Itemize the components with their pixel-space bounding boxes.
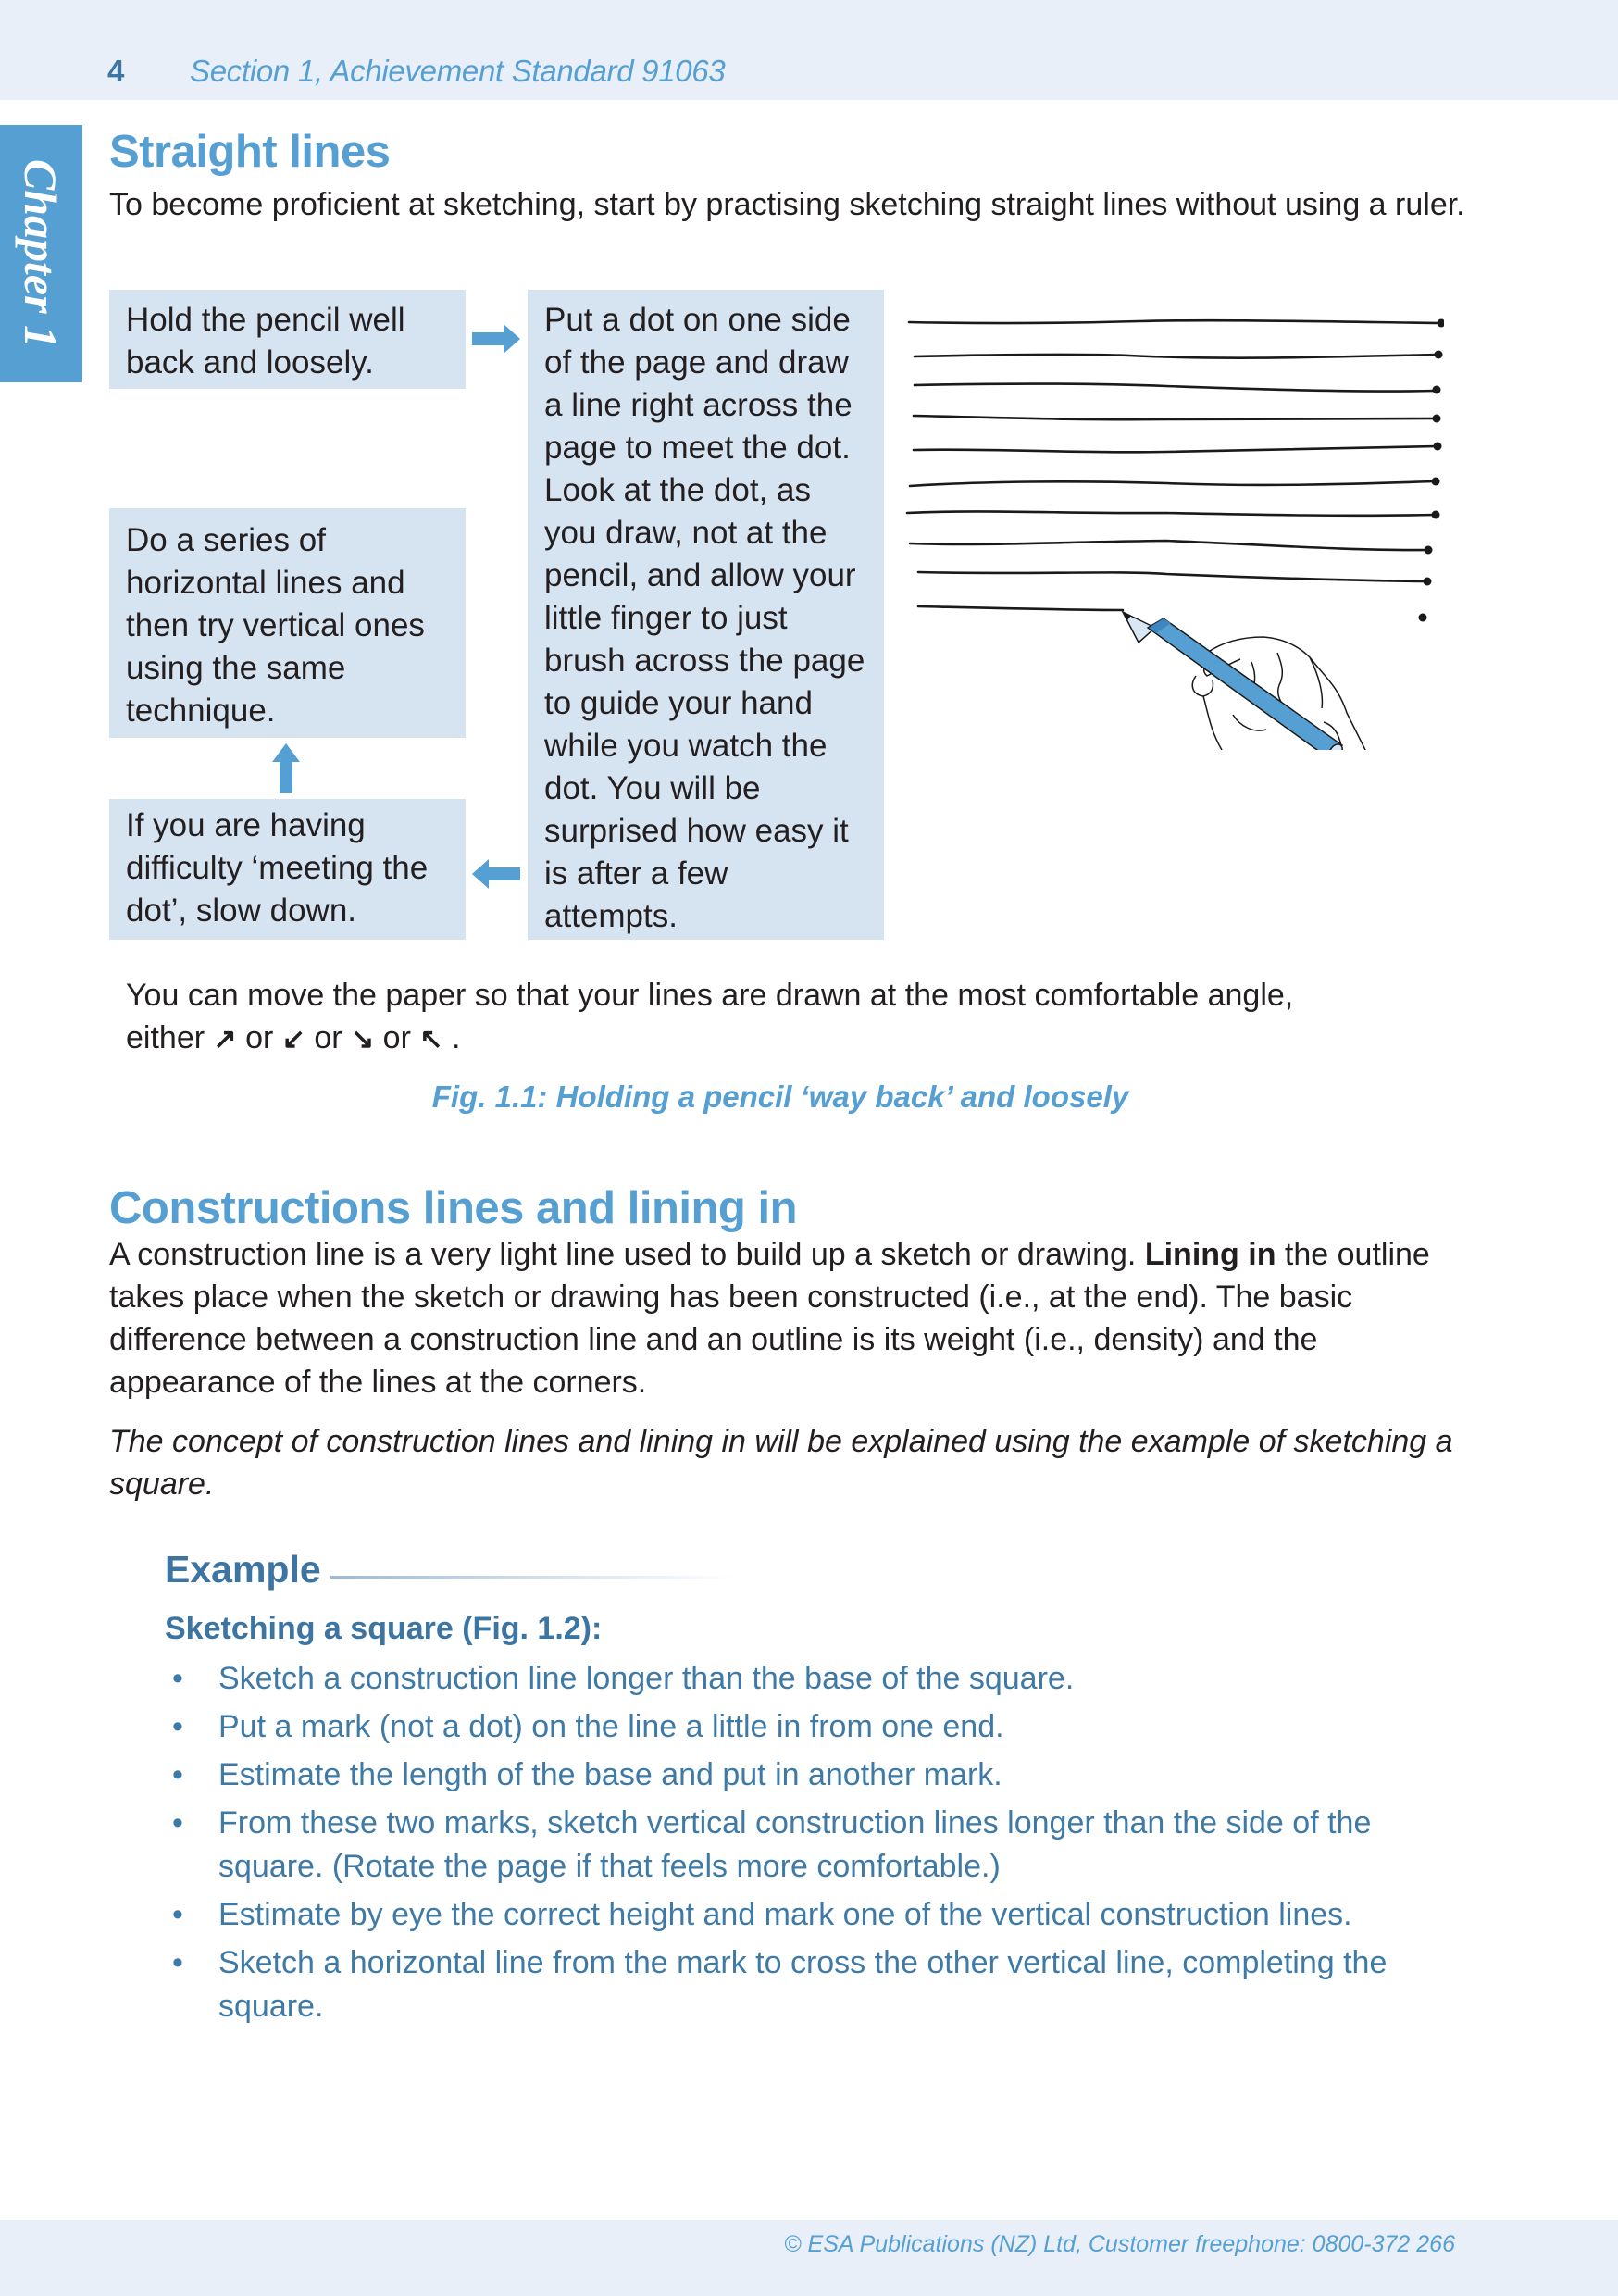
italic-text: The concept of construction lines and lining in will be explained using the example of sketching a square. (109, 1424, 1453, 1502)
sketch-line (910, 541, 1427, 550)
flow-box-hold-pencil (109, 290, 466, 389)
target-dot (1432, 478, 1440, 486)
arrow-up-icon (271, 743, 301, 793)
paragraph-text: the outline takes place when the sketch or drawing has been constructed (i.e., at the end). The basic difference between a construction line and an outline is its weight (i.e., density) and the appearance of the lines at the corners. (109, 1237, 1430, 1400)
angle-note-end: . (451, 1020, 461, 1055)
sketch-line (918, 572, 1425, 581)
hand-icon (1192, 637, 1375, 750)
construction-paragraph (109, 1233, 1470, 1404)
flow-box-text: Hold the pencil well back and loosely. (126, 302, 405, 381)
sketch-line (909, 320, 1439, 323)
angle-note-line1: You can move the paper so that your lines are drawn at the most comfortable angle, (126, 978, 1294, 1013)
chapter-tab (0, 125, 82, 382)
list-item (165, 1705, 1470, 1749)
example-rule (330, 1576, 738, 1578)
target-dot (1435, 351, 1443, 359)
paragraph-text: A construction line is a very light line used to build up a sketch or drawing. (109, 1237, 1145, 1272)
pencil-icon (1123, 612, 1345, 750)
flow-box-series (109, 508, 466, 738)
step-text: From these two marks, sketch vertical construction lines longer than the side of the square. (Rotate the page if that feels more comfortable.) (218, 1805, 1372, 1884)
angle-note-or: or (382, 1020, 411, 1055)
target-dot (1433, 386, 1441, 394)
angle-note-or: or (245, 1020, 274, 1055)
bullet-icon: • (172, 1897, 183, 1932)
flow-box-text: Do a series of horizontal lines and then try vertical ones using the same technique. (126, 522, 425, 729)
angle-note-or: or (314, 1020, 342, 1055)
sketch-line (915, 355, 1437, 358)
bullet-icon: • (172, 1805, 183, 1841)
list-item (165, 1802, 1470, 1889)
bullet-icon: • (172, 1945, 183, 1980)
list-item (165, 1753, 1470, 1797)
bullet-icon: • (172, 1709, 183, 1744)
arrow-south-west-icon: ↙ (281, 1024, 305, 1054)
sketch-line (914, 416, 1435, 419)
sketch-line (914, 446, 1437, 452)
section-title-straight-lines: Straight lines (109, 127, 391, 177)
step-text: Estimate by eye the correct height and mark one of the vertical construction lines. (218, 1897, 1352, 1932)
sketch-line (910, 481, 1435, 486)
step-text: Estimate the length of the base and put in another mark. (218, 1757, 1002, 1792)
flow-box-text: If you are having difficulty ‘meeting the dot’, slow down. (126, 807, 429, 929)
angle-note-line2 (126, 1017, 866, 1061)
step-text: Sketch a construction line longer than the base of the square. (218, 1661, 1075, 1696)
arrow-north-east-icon: ↗ (213, 1024, 237, 1054)
pencil-lines-illustration (889, 287, 1444, 750)
arrow-north-west-icon: ↖ (419, 1024, 443, 1054)
example-subheading: Sketching a square (Fig. 1.2): (165, 1611, 603, 1646)
target-dot (1419, 614, 1427, 622)
chapter-tab-label: Chapter 1 (15, 158, 67, 349)
step-text: Sketch a horizontal line from the mark to cross the other vertical line, completing the square. (218, 1945, 1388, 2024)
target-dot (1432, 511, 1440, 519)
figure-caption: Fig. 1.1: Holding a pencil ‘way back’ and loosely (431, 1079, 1129, 1114)
sketch-line (915, 384, 1435, 392)
target-dot (1438, 319, 1445, 328)
sketch-line (918, 606, 1123, 610)
list-item (165, 1893, 1470, 1937)
bold-term-lining-in: Lining in (1144, 1237, 1276, 1272)
arrow-south-east-icon: ↘ (351, 1024, 375, 1054)
list-item (165, 1657, 1470, 1701)
arrow-right-icon (472, 322, 522, 356)
arrow-left-icon (472, 857, 522, 891)
bullet-icon: • (172, 1661, 183, 1696)
intro-paragraph: To become proficient at sketching, start by practising sketching straight lines without using a ruler. (109, 187, 1465, 222)
steps-list (165, 1657, 1470, 2033)
example-heading: Example (165, 1548, 321, 1591)
flow-box-text: Put a dot on one side of the page and draw a line right across the page to meet the dot. Look at the dot, as you draw, not at the pencil, and allow your little finger to just brush across the page to guide your hand while you watch the dot. You will be surprised how easy it is after a few attempts. (544, 302, 865, 934)
step-text: Put a mark (not a dot) on the line a little in from one end. (218, 1709, 1004, 1744)
angle-note-either: either (126, 1020, 205, 1055)
target-dot (1434, 443, 1442, 451)
target-dot (1433, 415, 1441, 423)
flow-box-put-dot (528, 290, 884, 940)
bullet-icon: • (172, 1757, 183, 1792)
page-number: 4 (107, 54, 125, 88)
list-item (165, 1941, 1470, 2028)
sketch-line (907, 511, 1435, 515)
section-title-construction-lines: Constructions lines and lining in (109, 1183, 798, 1233)
target-dot (1425, 546, 1433, 555)
target-dot (1424, 578, 1432, 586)
footer-copyright: © ESA Publications (NZ) Ltd, Customer freephone: 0800-372 266 (784, 2231, 1455, 2257)
concept-paragraph (109, 1420, 1470, 1505)
running-title: Section 1, Achievement Standard 91063 (190, 54, 726, 88)
flow-box-difficulty (109, 799, 466, 940)
